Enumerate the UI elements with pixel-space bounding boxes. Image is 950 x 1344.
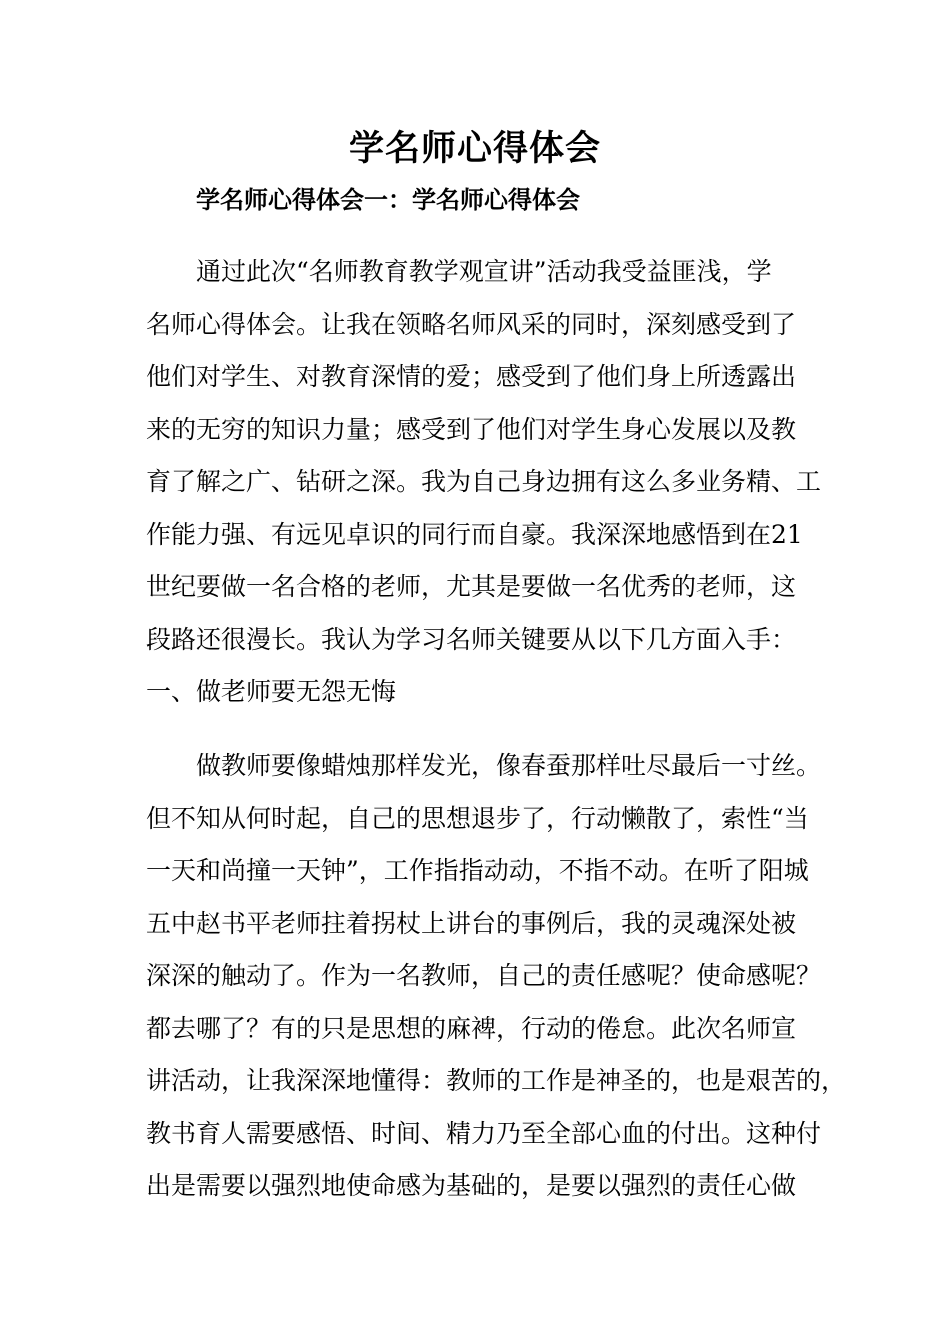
paragraph-line: 讲活动，让我深深地懂得：教师的工作是神圣的，也是艰苦的， xyxy=(146,1066,847,1095)
paragraph-line: 但不知从何时起，自己的思想退步了，行动懒散了，索性“当 xyxy=(146,803,809,833)
paragraph-line: 来的无穷的知识力量；感受到了他们对学生身心发展以及教 xyxy=(146,414,797,444)
paragraph-line: 五中赵书平老师拄着拐杖上讲台的事例后，我的灵魂深处被 xyxy=(146,908,797,938)
paragraph-line: 都去哪了？有的只是思想的麻裨，行动的倦怠。此次名师宣 xyxy=(146,1013,797,1043)
paragraph-1 xyxy=(146,246,822,666)
paragraph-line: 一天和尚撞一天钟”，工作指指动动，不指不动。在听了阳城 xyxy=(146,856,809,885)
paragraph-line: 教书育人需要感悟、时间、精力乃至全部心血的付出。这种付 xyxy=(146,1118,822,1148)
paragraph-line: 深深的触动了。作为一名教师，自己的责任感呢？使命感呢？ xyxy=(146,961,822,990)
paragraph-line: 他们对学生、对教育深情的爱；感受到了他们身上所透露出 xyxy=(146,362,797,391)
paragraph-line: 做教师要像蜡烛那样发光，像春蚕那样吐尽最后一寸丝。 xyxy=(196,751,822,780)
paragraph-line: 段路还很漫长。我认为学习名师关键要从以下几方面入手： xyxy=(146,624,797,654)
paragraph-2 xyxy=(146,740,847,1213)
paragraph-line: 名师心得体会。让我在领略名师风采的同时，深刻感受到了 xyxy=(146,309,797,339)
paragraph-line: 通过此次“名师教育教学观宣讲”活动我受益匪浅，学 xyxy=(196,257,772,286)
document-subtitle: 学名师心得体会一：学名师心得体会 xyxy=(196,185,580,214)
paragraph-line: 育了解之广、钻研之深。我为自己身边拥有这么多业务精、工 xyxy=(146,467,822,496)
paragraph-line: 世纪要做一名合格的老师，尤其是要做一名优秀的老师，这 xyxy=(146,572,797,601)
paragraph-line: 作能力强、有远见卓识的同行而自豪。我深深地感悟到在21 xyxy=(146,519,803,549)
section-heading: 一、做老师要无怨无悔 xyxy=(146,677,397,706)
document-title: 学名师心得体会 xyxy=(348,128,601,169)
paragraph-line: 出是需要以强烈地使命感为基础的，是要以强烈的责任心做 xyxy=(146,1171,797,1200)
